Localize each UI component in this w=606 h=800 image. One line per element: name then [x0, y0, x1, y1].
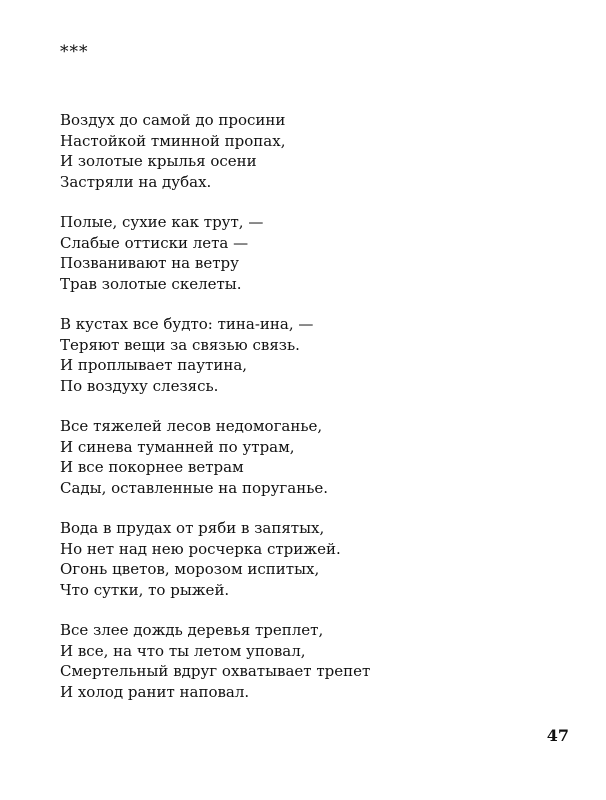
poem-line: Все злее дождь деревья треплет, — [60, 621, 324, 639]
poem-line: И золотые крылья осени — [60, 152, 257, 170]
poem-line: В кустах все будто: тина-ина, — — [60, 315, 314, 333]
stanza-6 — [60, 620, 560, 702]
poem-line: По воздуху слезясь. — [60, 376, 219, 395]
stanza-2 — [60, 212, 560, 294]
poem-line: Что сутки, то рыжей. — [60, 580, 230, 599]
poem-asterisks: *** — [60, 42, 89, 62]
poem-line: Слабые оттиски лета — — [60, 233, 249, 252]
poem-line: Трав золотые скелеты. — [60, 274, 242, 293]
poem-line: Вода в прудах от ряби в запятых, — [60, 519, 325, 537]
poem-line: Но нет над нею росчерка стрижей. — [60, 539, 341, 558]
poem-line: Смертельный вдруг охватывает трепет — [60, 662, 371, 680]
poem-line: Застряли на дубах. — [60, 172, 212, 191]
poem-line: Все тяжелей лесов недомоганье, — [60, 417, 323, 435]
stanza-5 — [60, 518, 560, 600]
page-number: 47 — [546, 726, 569, 745]
poem-line: Настойкой тминной пропах, — [60, 131, 286, 150]
stanza-3 — [60, 314, 560, 396]
poem-line: Полые, сухие как трут, — — [60, 213, 264, 231]
poem-line: Воздух до самой до просини — [60, 111, 286, 129]
poem-line: И синева туманней по утрам, — [60, 437, 295, 456]
poem-line: Позванивают на ветру — [60, 254, 239, 272]
poem-line: И холод ранит наповал. — [60, 682, 250, 701]
poem-line: Теряют вещи за связью связь. — [60, 335, 300, 354]
stanza-1 — [60, 110, 560, 192]
poem-line: Огонь цветов, морозом испитых, — [60, 560, 320, 578]
poem-line: И все, на что ты летом уповал, — [60, 641, 306, 660]
poem-line: И все покорнее ветрам — [60, 458, 244, 476]
stanza-4 — [60, 416, 560, 498]
poem-line: И проплывает паутина, — [60, 356, 248, 374]
poem-line: Сады, оставленные на поруганье. — [60, 478, 329, 497]
poem-body — [60, 110, 560, 722]
